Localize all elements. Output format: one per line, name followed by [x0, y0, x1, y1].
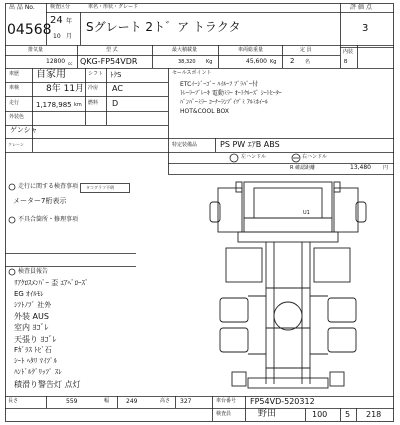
- color-value: ゲンシャ: [10, 126, 38, 134]
- width-label: 幅: [104, 398, 110, 404]
- displacement: 12800: [46, 58, 66, 65]
- month-label: 月: [66, 33, 73, 40]
- color-label: 外装色: [9, 114, 25, 120]
- mileage-label: 走行: [9, 100, 20, 106]
- lot-number-label: 出 品 No.: [9, 4, 35, 11]
- inspector-label: 検査員: [216, 411, 232, 417]
- meter-line: メーター7桁表示: [13, 197, 67, 205]
- inspection-value: 8年 11月: [46, 84, 85, 94]
- year-label: 年: [66, 18, 73, 25]
- load-unit: Kg: [206, 59, 213, 65]
- seats-value: 2: [290, 57, 295, 65]
- seats-unit: 名: [305, 59, 311, 65]
- diagram-marker: U1: [303, 210, 310, 216]
- gross-value: 45,600: [246, 58, 267, 65]
- report-item: 積滑り警告灯 点灯: [14, 380, 81, 389]
- chassis-label: 車台番号: [216, 398, 237, 404]
- mileage-value: 1,178,985: [36, 101, 72, 109]
- sales-point-line: ﾊﾞﾝﾊﾟｰﾐﾗｰ ｺｰﾅｰﾗﾝﾌﾟｲﾂﾞﾐ ｱﾙﾐﾎｲｰﾙ: [180, 99, 268, 106]
- load-value: 38,320: [178, 59, 196, 65]
- load-label: 最大積載量: [172, 47, 198, 53]
- report-item: ｼｰﾄ ﾍﾀﾘ ﾏｲﾌﾟﾙ: [14, 357, 57, 365]
- inspection-label: 車検: [9, 85, 20, 91]
- report-item: ﾘｱｸﾛｽﾒﾝﾊﾞｰ 歪 ｴｱﾍﾞﾛｰｽﾞ: [14, 279, 89, 287]
- left-handle-label: 左ハンドル: [241, 154, 267, 160]
- fuel-value: D: [112, 99, 119, 108]
- ref-distance: 13,480: [350, 164, 371, 171]
- score-label: 評 価 点: [350, 4, 372, 11]
- shift-value: ﾄｸS: [110, 71, 122, 79]
- grade-label: 検査区分: [50, 4, 71, 10]
- displacement-label: 排気量: [28, 47, 44, 53]
- crane-label: クレーン: [8, 142, 24, 147]
- model-label: 型 式: [106, 47, 118, 53]
- ref-distance-label: R 確認距離: [290, 165, 316, 171]
- displacement-unit: cc: [68, 61, 73, 66]
- seats-label: 定 員: [300, 47, 312, 53]
- fault-label: 不具合箇所・修理事項: [18, 216, 79, 223]
- truck-body-diagram: [208, 178, 368, 393]
- height-value: 327: [180, 398, 192, 405]
- height-label: 高さ: [160, 398, 171, 404]
- mileage-unit: km: [74, 102, 82, 108]
- interior-grade: B: [344, 59, 348, 65]
- lot-number: 04568: [7, 22, 52, 38]
- report-item: 外装 AUS: [14, 312, 49, 321]
- right-handle-label: 右ハンドル: [302, 154, 328, 160]
- sales-point-line: HOT&COOL BOX: [180, 108, 229, 115]
- fuel-label: 燃料: [88, 100, 99, 106]
- meter-label: 走行に関する検査事項: [18, 183, 79, 190]
- gross-unit: Kg: [270, 59, 277, 65]
- length-value: 559: [66, 398, 78, 405]
- inspector-report-label: 検査員報告: [18, 268, 49, 275]
- equipment-value: PS PW ｴｱB ABS: [220, 140, 280, 149]
- footer-number-2: 5: [345, 410, 351, 419]
- ac-value: AC: [112, 84, 123, 93]
- usage-value: 自家用: [36, 69, 66, 80]
- report-item: 天張り ﾖｺﾞﾚ: [14, 335, 57, 344]
- gross-label: 車両総重量: [238, 47, 264, 53]
- report-item: EG ｵｲﾙﾓﾚ: [14, 290, 44, 298]
- report-item: ﾊﾝﾄﾞﾙｸﾞﾘｯﾌﾟ ｽﾚ: [14, 368, 62, 376]
- usage-label: 車歴: [9, 71, 20, 77]
- sales-point-line: ﾄﾚｰﾗｰﾌﾞﾚｰｷ 電動ﾐﾗｰ ｵｰﾄｸﾙｰｽﾞ ｼｰﾄﾋｰﾀｰ: [180, 90, 282, 97]
- report-item: ｼﾌﾄﾉﾌﾞ 社外: [14, 301, 52, 309]
- equipment-label: 特定装備品: [172, 142, 198, 148]
- tacho-label: タコグラフ不明: [86, 185, 114, 190]
- shift-label: シフト: [88, 71, 104, 77]
- footer-number-3: 218: [366, 410, 382, 419]
- footer-number-1: 100: [312, 410, 328, 419]
- length-label: 長さ: [8, 398, 19, 404]
- sales-point-line: ETCｲｰｼﾞｰｺﾞｰ ﾊｲﾙｰﾌ ﾌﾞﾗﾊﾞｰ付: [180, 81, 259, 88]
- report-item: Fｶﾞﾗｽ ﾄﾋﾞ石: [14, 346, 52, 354]
- width-value: 249: [126, 398, 138, 405]
- ref-distance-unit: 円: [383, 165, 389, 171]
- inspector-name: 野田: [258, 409, 277, 419]
- sales-points-label: セールスポイント: [172, 70, 212, 76]
- month: 10: [53, 33, 61, 40]
- ac-label: 冷房: [88, 85, 99, 91]
- model-code: QKG-FP54VDR: [80, 57, 138, 66]
- car-name-label: 車名・形状・グレード: [88, 4, 139, 10]
- score-value: 3: [362, 23, 369, 34]
- report-item: 室内 ﾖｺﾞﾚ: [14, 323, 49, 332]
- era-year: 24: [50, 15, 63, 26]
- chassis-number: FP54VD-520312: [250, 397, 315, 406]
- car-name: Sグレート 2ト゛ア トラクタ: [86, 20, 241, 34]
- interior-label: 内装: [343, 49, 354, 55]
